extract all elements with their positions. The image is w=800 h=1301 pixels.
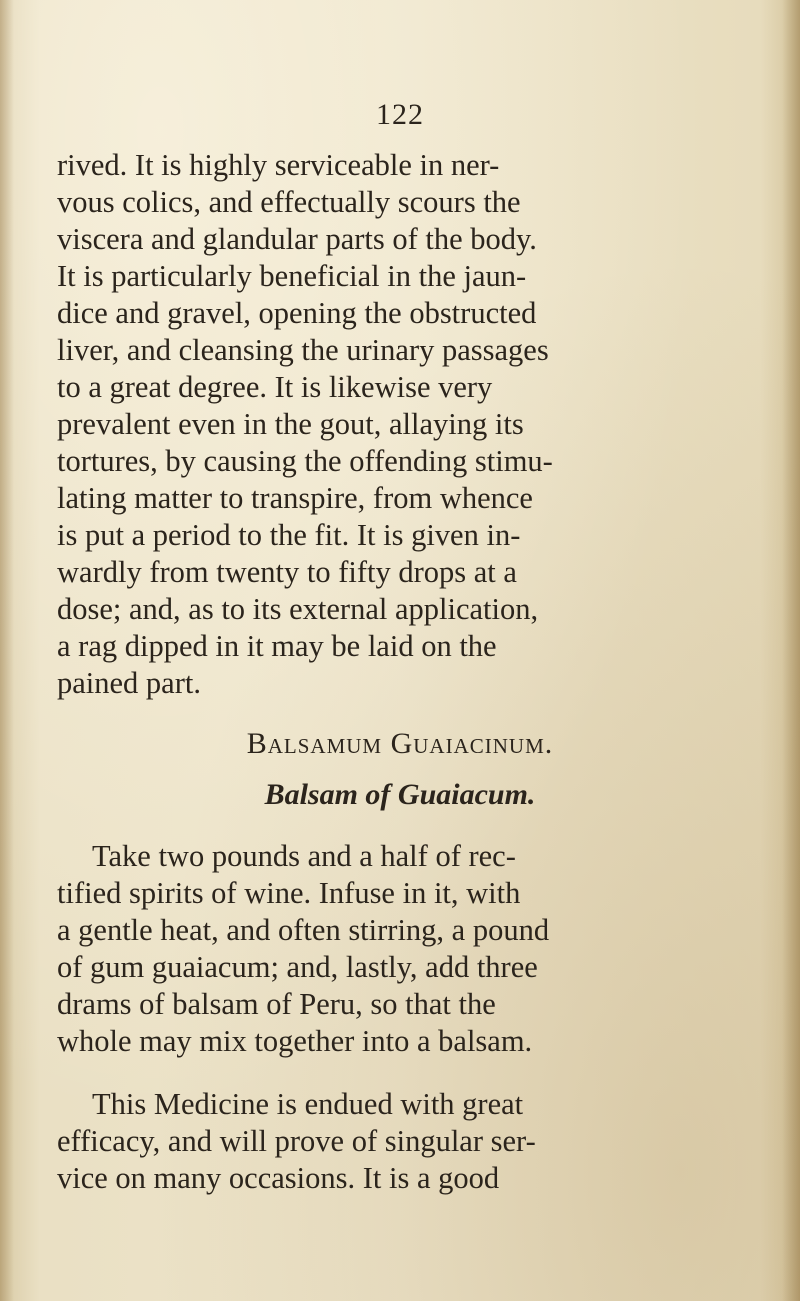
paragraph-line: tified spirits of wine. Infuse in it, with	[57, 876, 521, 910]
paragraph-line: dose; and, as to its external application,	[57, 592, 539, 626]
paragraph-line: This Medicine is endued with great	[92, 1087, 524, 1121]
section-heading	[0, 727, 800, 761]
paragraph-line: tortures, by causing the offending stimu-	[57, 444, 553, 478]
paragraph-line: a rag dipped in it may be laid on the	[57, 629, 497, 663]
paragraph-line: pained part.	[57, 666, 201, 700]
page-number: 122	[376, 98, 424, 131]
paragraph-line: to a great degree. It is likewise very	[57, 370, 493, 404]
page-left-edge-shadow	[0, 0, 14, 1301]
paragraph-line: wardly from twenty to fifty drops at a	[57, 555, 517, 589]
paragraph-line: is put a period to the fit. It is given in-	[57, 518, 521, 552]
paragraph-line: vice on many occasions. It is a good	[57, 1161, 500, 1195]
paragraph-line: of gum guaiacum; and, lastly, add three	[57, 950, 538, 984]
paragraph-line: whole may mix together into a balsam.	[57, 1024, 533, 1058]
paragraph-line: a gentle heat, and often stirring, a pound	[57, 913, 550, 947]
paragraph-line: dice and gravel, opening the obstructed	[57, 296, 537, 330]
paragraph-line: Take two pounds and a half of rec-	[92, 839, 516, 873]
paragraph-line: It is particularly beneficial in the jaun-	[57, 259, 527, 293]
paragraph-line: liver, and cleansing the urinary passages	[57, 333, 549, 367]
section-heading-text: Balsamum Guaiacinum.	[246, 727, 554, 760]
paragraph-line: efficacy, and will prove of singular ser-	[57, 1124, 536, 1158]
paragraph-line: vous colics, and effectually scours the	[57, 185, 521, 219]
paragraph-line: lating matter to transpire, from whence	[57, 481, 533, 515]
paragraph-line: viscera and glandular parts of the body.	[57, 222, 537, 256]
section-subheading: Balsam of Guaiacum.	[264, 778, 536, 811]
paragraph-line: drams of balsam of Peru, so that the	[57, 987, 496, 1021]
paragraph-line: prevalent even in the gout, allaying its	[57, 407, 524, 441]
paragraph-line: rived. It is highly serviceable in ner-	[57, 148, 500, 182]
